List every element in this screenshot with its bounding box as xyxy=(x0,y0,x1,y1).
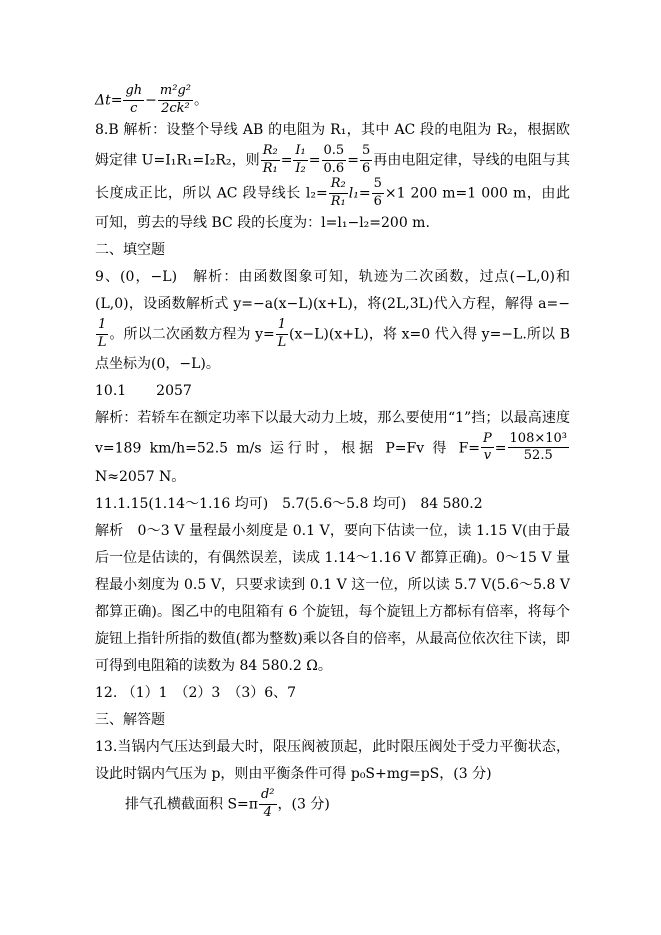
fraction-5-over-6 xyxy=(372,177,384,210)
answer-13 xyxy=(95,734,570,788)
denominator: 0.6 xyxy=(323,160,345,176)
section-heading-solutions xyxy=(95,707,570,734)
answer-12 xyxy=(95,680,570,707)
section-heading-fill-blanks xyxy=(95,237,570,264)
text-run: 解析：若轿车在额定功率下以最大动力上坡，那么要使用“1”挡；以最高速度 v=189 km/h=52.5 m/s 运行时，根据 P=Fv 得 F= xyxy=(95,409,570,456)
fraction-108e3-over-525 xyxy=(508,432,569,465)
denominator: I₂ xyxy=(295,160,306,176)
fraction-I1-over-I2 xyxy=(293,144,307,177)
text-run: 13.当锅内气压达到最大时，限压阀被顶起，此时限压阀处于受力平衡状态，设此时锅内气压为 p，则由平衡条件可得 p₀S+mg=pS，(3 分) xyxy=(95,739,570,783)
answer-11-heading xyxy=(95,491,570,518)
denominator: L xyxy=(97,334,107,350)
fraction-1-over-L xyxy=(96,318,108,351)
answer-value: 10.1 xyxy=(95,382,127,399)
fraction-5-over-6 xyxy=(360,144,372,177)
text-run: l₁= xyxy=(348,185,371,202)
section-title: 二、填空题 xyxy=(95,241,165,258)
numerator: 1 xyxy=(276,318,288,335)
section-title: 三、解答题 xyxy=(95,712,165,729)
numerator: gh xyxy=(123,84,144,101)
period: 。 xyxy=(193,92,208,109)
equals-sign: = xyxy=(494,439,507,456)
answer-10-heading xyxy=(95,378,570,405)
fraction-1-over-L xyxy=(276,318,288,351)
text-run: (x−L)(x+L)，将 x=0 代入得 y=−L.所以 B 点坐标为(0，−L)。 xyxy=(95,326,570,372)
numerator: I₁ xyxy=(293,144,307,161)
fraction-R2-over-R1 xyxy=(261,144,280,177)
denominator: c xyxy=(130,100,138,116)
denominator: v xyxy=(483,448,492,464)
denominator: 6 xyxy=(373,193,382,209)
answer-value: 12. （1）1 （2）3 （3）6、7 xyxy=(95,685,297,702)
numerator: R₂ xyxy=(329,177,348,194)
answer-8 xyxy=(95,117,570,237)
numerator: 0.5 xyxy=(322,144,347,161)
denominator: R₁ xyxy=(330,193,346,209)
denominator: L xyxy=(277,334,287,350)
text-run: 8.B 解析：设整个导线 AB 的电阻为 R₁，其中 AC 段的电阻为 R₂，根据欧姆定律 U=I₁R₁=I₂R₂，则 xyxy=(95,121,570,169)
equals-sign: = xyxy=(280,152,293,169)
fraction-d2-over-4 xyxy=(259,788,277,821)
minus-sign: − xyxy=(145,92,157,109)
formula-delta-t xyxy=(95,84,570,117)
answer-value: 2057 xyxy=(156,382,192,399)
text-run: 再由电阻定律，导线的电阻与其长度成正比，所以 AC 段导线长 l₂= xyxy=(95,152,570,202)
answer-value: 11.1.15(1.14～1.16 均可) 5.7(5.6～5.8 均可) 84 580.2 xyxy=(95,496,483,513)
numerator: 5 xyxy=(360,144,372,161)
numerator: 1 xyxy=(96,318,108,335)
answer-9 xyxy=(95,264,570,378)
fraction-m2g2-over-2ck2 xyxy=(158,84,193,117)
fraction-P-over-v xyxy=(481,432,494,465)
fraction-R2-over-R1 xyxy=(329,177,348,210)
formula-lhs: Δt= xyxy=(95,92,123,109)
answer-10-explanation xyxy=(95,405,570,492)
text-run: 排气孔横截面积 S=π xyxy=(125,796,258,813)
text-run: ，(3 分) xyxy=(277,796,330,813)
text-run: 9、(0，−L) 解析：由函数图象可知，轨迹为二次函数，过点(−L,0)和(L,0)，设函数解析式 y=−a(x−L)(x+L)，将(2L,3L)代入方程，解得 a=− xyxy=(95,268,570,312)
text-run: 。所以二次函数方程为 y= xyxy=(109,326,275,343)
numerator: P xyxy=(481,432,494,449)
denominator: 4 xyxy=(263,805,272,821)
fraction-gh-over-c xyxy=(123,84,144,117)
equals-sign: = xyxy=(308,152,321,169)
fraction-05-over-06 xyxy=(322,144,347,177)
denominator: 6 xyxy=(361,160,371,176)
equals-sign: = xyxy=(347,152,359,169)
numerator: 108×10³ xyxy=(508,432,569,449)
text-run: N≈2057 N。 xyxy=(95,469,186,486)
text-run: ×1 200 m=1 000 m，由此可知，剪去的导线 BC 段的长度为：l=l₁−l₂=200 m. xyxy=(95,185,570,231)
numerator: m²g² xyxy=(158,84,193,101)
numerator: 5 xyxy=(372,177,384,194)
answer-13-area-formula xyxy=(95,788,570,821)
answer-11-explanation xyxy=(95,518,570,680)
text-run: 解析 0～3 V 量程最小刻度是 0.1 V，要向下估读一位，读 1.15 V(由于最后一位是估读的，有偶然误差，读成 1.14～1.16 V 都算正确)。0～15 V 量程最小刻度为 0.5 V，只要求读到 0.1 V 这一位，所以读 5.7 V(5.6～5.8 V 都算正确)。图乙中的电阻箱有 6 个旋钮，每个旋钮上方都标有倍率，将每个旋钮上指针所指的数值(都为整数)乘以各自的倍率，从最高位依次往下读，即可得到电阻箱的读数为 84 580.2 Ω。 xyxy=(95,523,570,675)
numerator: d² xyxy=(259,788,277,805)
denominator: 52.5 xyxy=(523,448,553,464)
numerator: R₂ xyxy=(261,144,280,161)
denominator: 2ck² xyxy=(161,100,190,116)
denominator: R₁ xyxy=(262,160,278,176)
